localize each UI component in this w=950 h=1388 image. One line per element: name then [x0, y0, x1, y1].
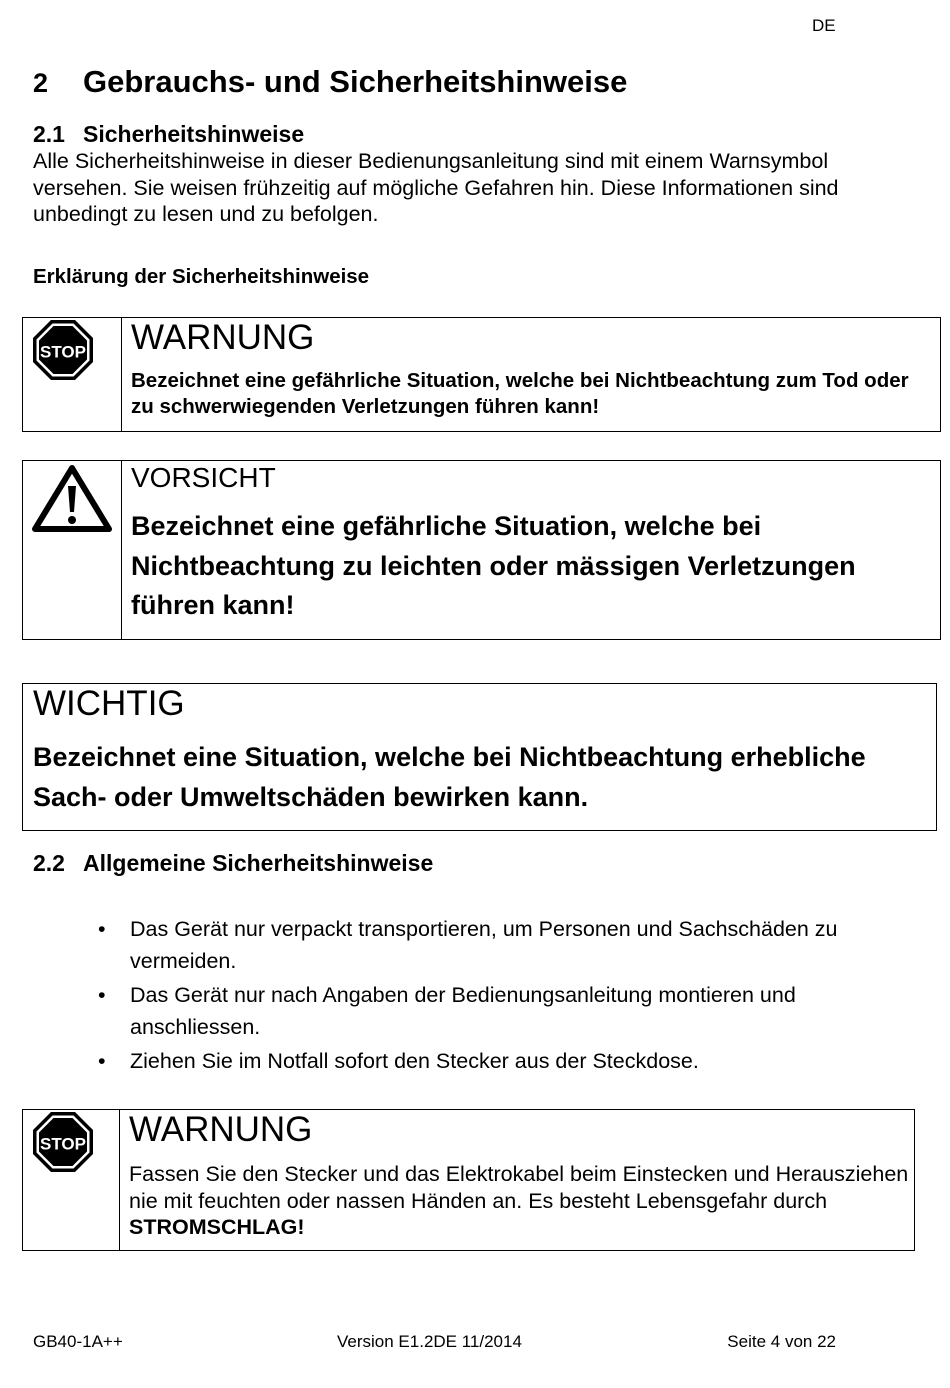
section-heading: [33, 64, 627, 100]
footer-model: GB40-1A++: [33, 1332, 123, 1351]
section-number: 2: [33, 68, 49, 98]
notice-text: [129, 1161, 909, 1241]
list-item: [33, 913, 903, 977]
warning-triangle-icon: [32, 464, 112, 532]
page-footer: [33, 1332, 836, 1356]
notice-title: WARNUNG: [129, 1110, 313, 1149]
list-item-text: Das Gerät nur verpackt transportieren, um Personen und Sachschäden zu vermeiden.: [130, 917, 838, 973]
bullet-icon: •: [98, 983, 106, 1007]
language-code: DE: [812, 16, 836, 35]
notice-icon-cell: [23, 1110, 120, 1250]
notice-icon-cell: [23, 461, 122, 639]
warning-notice-electric: [22, 1109, 915, 1251]
explanation-heading: Erklärung der Sicherheitshinweise: [33, 265, 370, 288]
warning-notice: [22, 317, 941, 432]
subsection-number: 2.2: [33, 850, 65, 876]
list-item: [33, 1045, 903, 1077]
section-title: Gebrauchs- und Sicherheitshinweise: [83, 64, 628, 99]
caution-notice: [22, 460, 941, 640]
safety-list: [33, 913, 903, 1079]
bullet-icon: •: [98, 917, 106, 941]
stop-sign-label: STOP: [40, 342, 86, 362]
subsection-title: Allgemeine Sicherheitshinweise: [83, 850, 434, 876]
notice-title: WICHTIG: [33, 684, 185, 723]
list-item: [33, 979, 903, 1043]
stop-sign-icon: [31, 318, 95, 382]
subsection-title: Sicherheitshinweise: [83, 121, 305, 147]
notice-text: Bezeichnet eine Situation, welche bei Nichtbeachtung erhebliche Sach- oder Umweltschäden bewirken kann.: [33, 742, 866, 812]
list-item-text: Ziehen Sie im Notfall sofort den Stecker aus der Steckdose.: [130, 1049, 699, 1073]
subsection-heading-2-2: [33, 850, 433, 877]
subsection-heading-2-1: [33, 121, 304, 148]
notice-text-emphasis: STROMSCHLAG!: [129, 1215, 305, 1239]
notice-icon-cell: [23, 318, 122, 431]
stop-sign-label: STOP: [40, 1134, 86, 1154]
footer-page-number: Seite 4 von 22: [727, 1332, 836, 1351]
notice-text: Bezeichnet eine gefährliche Situation, welche bei Nichtbeachtung zu leichten oder mässigen Verletzungen führen kann!: [131, 511, 856, 620]
intro-paragraph: Alle Sicherheitshinweise in dieser Bedienungsanleitung sind mit einem Warnsymbol versehen. Sie weisen frühzeitig auf mögliche Gefahren hin. Diese Informationen sind unbedingt zu lesen und zu befolgen.: [33, 149, 839, 226]
list-item-text: Das Gerät nur nach Angaben der Bedienungsanleitung montieren und anschliessen.: [130, 983, 796, 1039]
notice-text: Bezeichnet eine gefährliche Situation, welche bei Nichtbeachtung zum Tod oder zu schwerwiegenden Verletzungen führen kann!: [131, 369, 909, 418]
important-notice: [22, 683, 937, 831]
footer-version: Version E1.2DE 11/2014: [337, 1332, 522, 1351]
subsection-number: 2.1: [33, 121, 65, 147]
bullet-icon: •: [98, 1049, 106, 1073]
notice-title: VORSICHT: [131, 462, 276, 493]
notice-title: WARNUNG: [131, 318, 315, 357]
stop-sign-icon: [31, 1110, 95, 1174]
notice-text-main: Fassen Sie den Stecker und das Elektrokabel beim Einstecken und Herausziehen nie mit feuchten oder nassen Händen an. Es besteht Lebensgefahr durch: [129, 1162, 909, 1213]
